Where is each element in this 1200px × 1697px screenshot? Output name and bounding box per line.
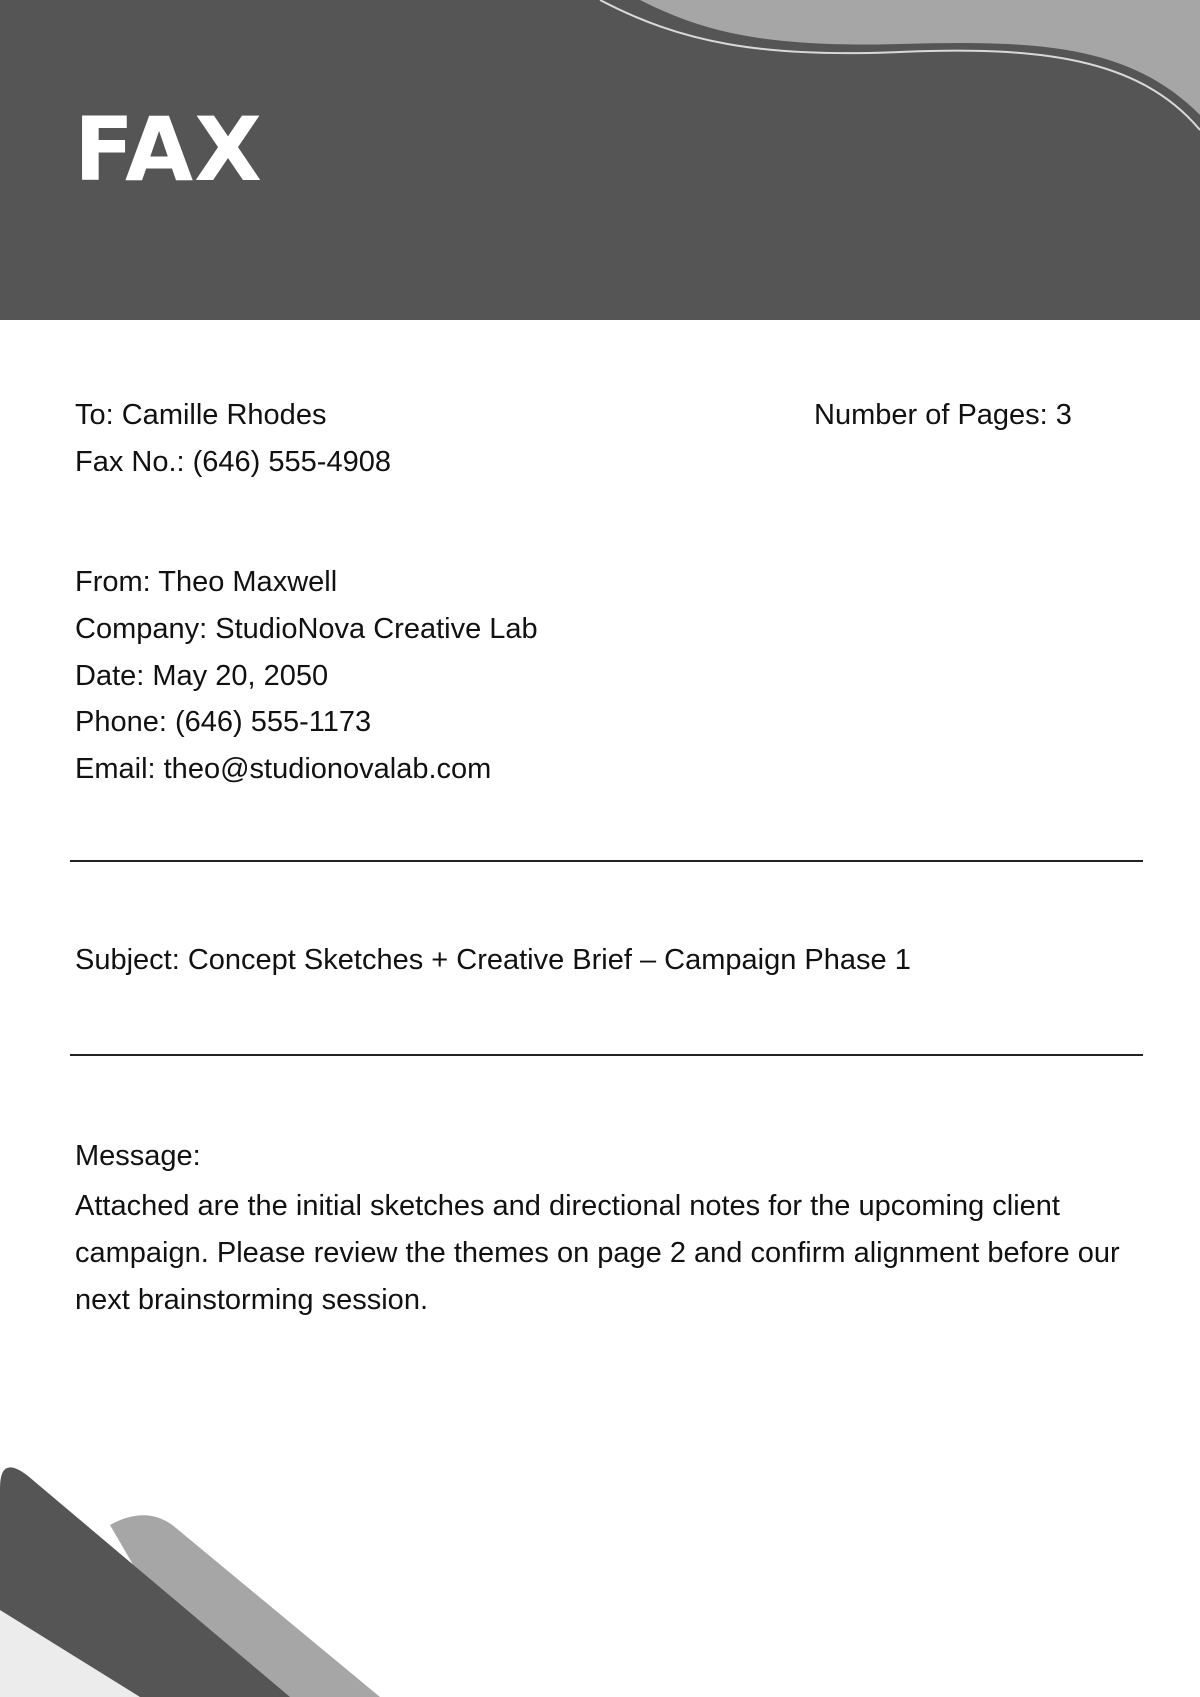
sender-phone: Phone: (646) 555-1173 [75, 706, 372, 738]
sender-name: From: Theo Maxwell [75, 566, 338, 598]
sender-company: Company: StudioNova Creative Lab [75, 613, 538, 645]
number-of-pages: Number of Pages: 3 [814, 399, 1072, 431]
sender-date: Date: May 20, 2050 [75, 660, 329, 692]
subject-line: Subject: Concept Sketches + Creative Brief – Campaign Phase 1 [75, 944, 911, 976]
message-label: Message: [75, 1140, 201, 1172]
corner-decoration [0, 1460, 420, 1697]
sender-email: Email: theo@studionovalab.com [75, 753, 492, 785]
divider-top [70, 860, 1143, 862]
recipient-name: To: Camille Rhodes [75, 399, 327, 431]
message-body: Attached are the initial sketches and directional notes for the upcoming client campaign. Please review the themes on page 2 and confirm alignment before our next brainstorming session. [75, 1190, 1120, 1316]
fax-title: FAX [74, 98, 263, 201]
recipient-fax-number: Fax No.: (646) 555-4908 [75, 446, 391, 478]
divider-bottom [70, 1054, 1143, 1056]
